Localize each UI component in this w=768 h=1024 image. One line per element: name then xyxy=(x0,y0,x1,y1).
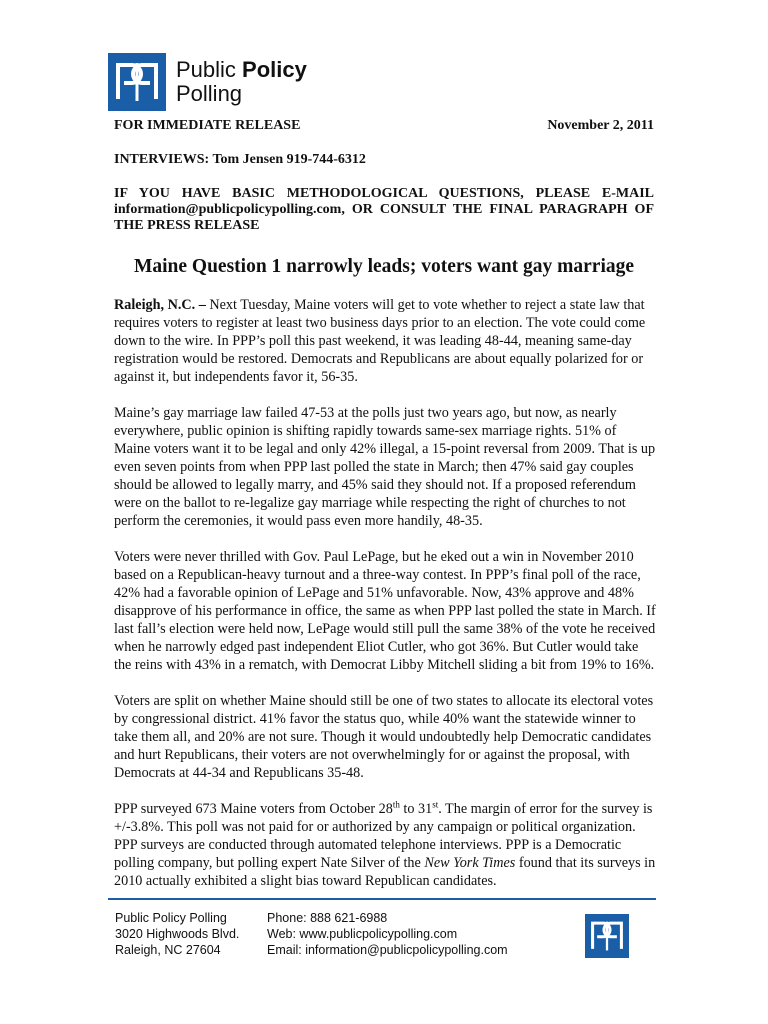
ppp-logo-text xyxy=(176,58,307,106)
p5-italic-nyt: New York Times xyxy=(424,855,516,871)
footer-phone: Phone: 888 621-6988 xyxy=(267,911,388,925)
p5-sup-st: st xyxy=(432,799,439,810)
logo-line1-bold: Policy xyxy=(242,57,307,82)
paragraph-2: Maine’s gay marriage law failed 47-53 at the polls just two years ago, but now, as nearly everywhere, public opinion is shifting rapidly towards same-sex marriage rights. 51% of Maine voters want it to be legal and only 42% illegal, a 15-point reversal from 2009. That is up even seven points from when PPP last polled the state in March; then 47% said gay couples should be allowed to legally marry, and 45% said they should not. If a proposed referendum were on the ballot to re-legalize gay marriage while respecting the right of churches to not perform the ceremonies, it would pass even more handily, 48-35. xyxy=(114,405,656,529)
footer-address xyxy=(115,910,239,958)
footer-divider xyxy=(108,898,656,900)
article-body xyxy=(114,296,656,908)
ppp-logo-icon xyxy=(108,53,166,111)
paragraph-1-text: Next Tuesday, Maine voters will get to vote whether to reject a state law that requires voters to register at least two business days prior to an election. The vote could come down to the wire. In PPP’s poll this past weekend, it was leading 48-44, meaning same-day registration would be restored. Democrats and Republicans are about equally polarized for or against it, but independents favor it, 56-35. xyxy=(114,297,646,385)
dateline: Raleigh, N.C. – xyxy=(114,297,206,313)
p5-part-b: to 31 xyxy=(399,801,433,817)
logo-line1-regular: Public xyxy=(176,57,243,82)
methodology-questions-note: IF YOU HAVE BASIC METHODOLOGICAL QUESTIONS, PLEASE E-MAIL information@publicpolicypolling.com, OR CONSULT THE FINAL PARAGRAPH OF THE PRESS RELEASE xyxy=(114,186,654,233)
p5-part-d: found that its surveys in 2010 actually exhibited a slight bias toward Republican candidates. xyxy=(114,855,656,889)
headline: Maine Question 1 narrowly leads; voters want gay marriage xyxy=(133,256,635,277)
footer-street: 3020 Highwoods Blvd. xyxy=(115,927,240,941)
footer-city: Raleigh, NC 27604 xyxy=(115,943,221,957)
footer-contact xyxy=(267,910,508,958)
interviews-contact: INTERVIEWS: Tom Jensen 919-744-6312 xyxy=(114,152,366,167)
release-date: November 2, 2011 xyxy=(547,118,654,133)
ppp-logo xyxy=(108,52,307,112)
footer-email: Email: information@publicpolicypolling.com xyxy=(267,943,508,957)
paragraph-5 xyxy=(114,800,656,890)
p5-part-c: . The margin of error for the survey is +/-3.8%. This poll was not paid for or authorized by any campaign or political organization. PPP surveys are conducted through automated telephone interviews. PPP is a Democratic polling company, but polling expert Nate Silver of the xyxy=(114,801,653,871)
p5-part-a: PPP surveyed 673 Maine voters from October 28 xyxy=(114,801,393,817)
release-label: FOR IMMEDIATE RELEASE xyxy=(114,118,301,133)
paragraph-4: Voters are split on whether Maine should still be one of two states to allocate its electoral votes by congressional district. 41% favor the status quo, while 40% want the statewide winner to take them all, and 20% are not sure. Though it would undoubtedly help Democratic candidates and hurt Republicans, their voters are not overwhelmingly for or against the proposal, with Democrats at 44-34 and Republicans 35-48. xyxy=(114,693,654,781)
footer-web: Web: www.publicpolicypolling.com xyxy=(267,927,458,941)
paragraph-1 xyxy=(114,296,656,386)
paragraph-3: Voters were never thrilled with Gov. Paul LePage, but he eked out a win in November 2010 based on a Republican-heavy turnout and a three-way contest. In PPP’s final poll of the race, 42% had a favorable opinion of LePage and 51% unfavorable. Now, 43% approve and 48% disapprove of his performance in office, the same as when PPP last polled the state in March. If last fall’s election were held now, LePage would still pull the same 38% of the vote he received when he narrowly edged past independent Eliot Cutler, who got 36%. But Cutler would take the reins with 43% in a rematch, with Democrat Libby Mitchell sliding a bit from 19% to 16%. xyxy=(114,549,656,673)
footer-logo-icon xyxy=(585,914,629,958)
logo-line2: Polling xyxy=(176,81,243,106)
footer-org: Public Policy Polling xyxy=(115,911,227,925)
p5-sup-th: th xyxy=(392,799,400,810)
